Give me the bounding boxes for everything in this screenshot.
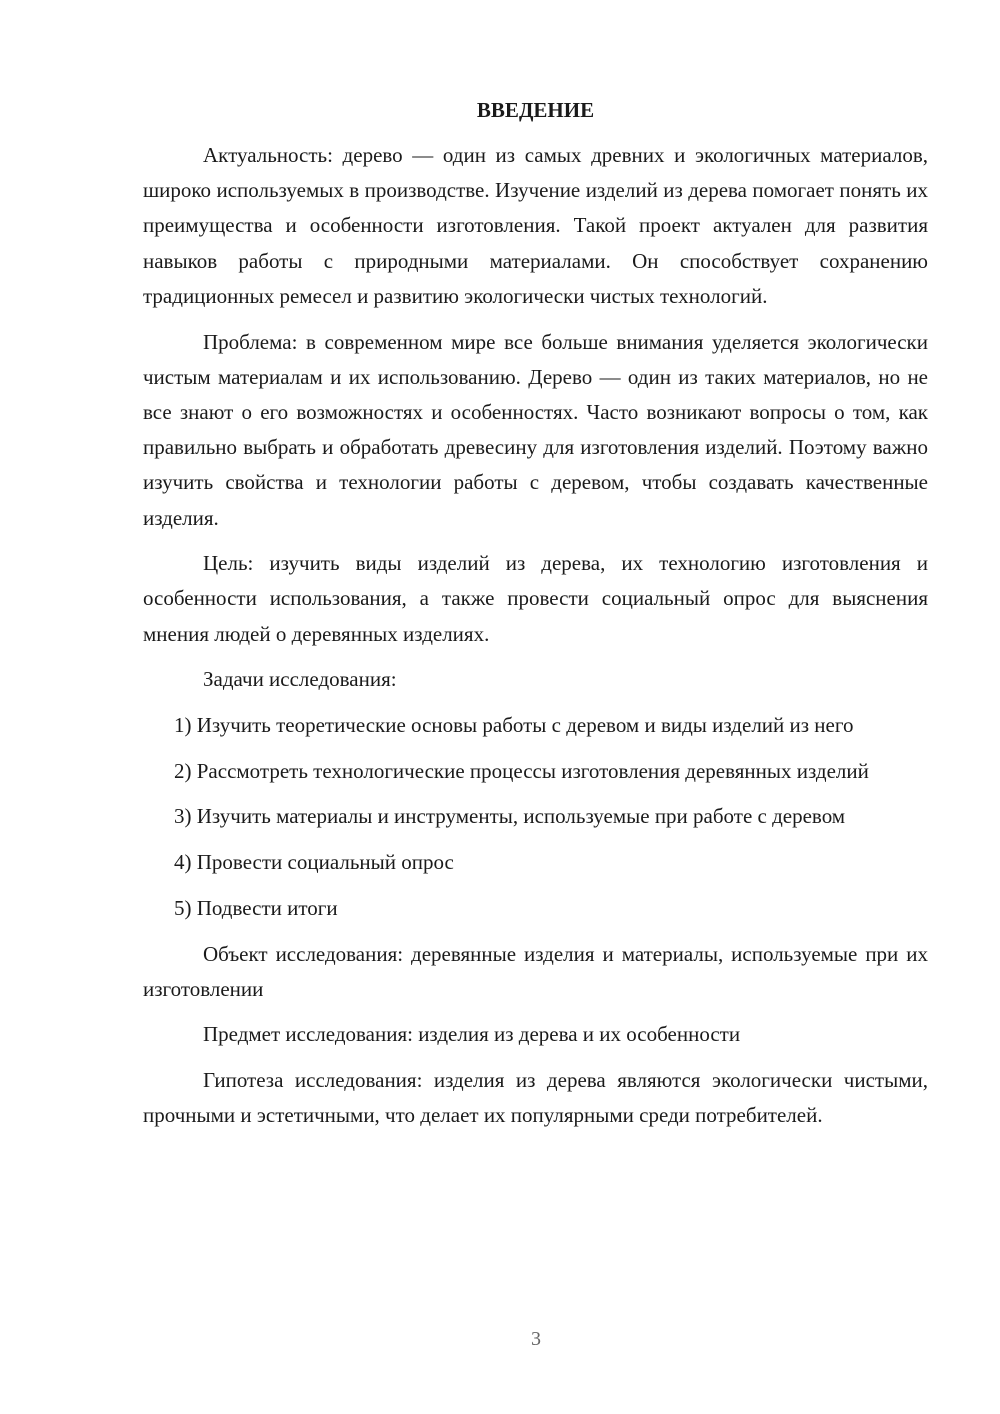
page-number: 3 xyxy=(531,1328,541,1350)
task-item-3: 3) Изучить материалы и инструменты, используемые при работе с деревом xyxy=(174,804,846,829)
section-title: ВВЕДЕНИЕ xyxy=(476,98,595,122)
object-paragraph: Объект исследования: деревянные изделия и материалы, используемые при их изготовлении xyxy=(143,941,928,1001)
goal-paragraph: Цель: изучить виды изделий из дерева, их технологию изготовления и особенности использования, а также провести социальный опрос для выяснения мнения людей о деревянных изделиях. xyxy=(143,551,928,646)
page-content xyxy=(143,93,928,1144)
task-item-1: 1) Изучить теоретические основы работы с деревом и виды изделий из него xyxy=(174,713,854,738)
task-item-4: 4) Провести социальный опрос xyxy=(174,850,454,875)
task-item-5: 5) Подвести итоги xyxy=(174,895,338,920)
hypothesis-paragraph: Гипотеза исследования: изделия из дерева являются экологически чистыми, прочными и эстетичными, что делает их популярными среди потребителей. xyxy=(143,1068,928,1128)
task-item-2: 2) Рассмотреть технологические процессы изготовления деревянных изделий xyxy=(174,758,869,783)
tasks-heading: Задачи исследования: xyxy=(203,667,397,692)
problem-paragraph: Проблема: в современном мире все больше внимания уделяется экологически чистым материалам и их использованию. Дерево — один из таких материалов, но не все знают о его возможностях и особенностях. Часто возникают вопросы о том, как правильно выбрать и обработать древесину для изготовления изделий. Поэтому важно изучить свойства и технологии работы с деревом, чтобы создавать качественные изделия. xyxy=(143,329,928,530)
subject-paragraph: Предмет исследования: изделия из дерева и их особенности xyxy=(203,1022,741,1047)
relevance-paragraph: Актуальность: дерево — один из самых древних и экологичных материалов, широко используемых в производстве. Изучение изделий из дерева помогает понять их преимущества и особенности изготовления. Такой проект актуален для развития навыков работы с природными материалами. Он способствует сохранению традиционных ремесел и развитию экологически чистых технологий. xyxy=(143,143,928,308)
